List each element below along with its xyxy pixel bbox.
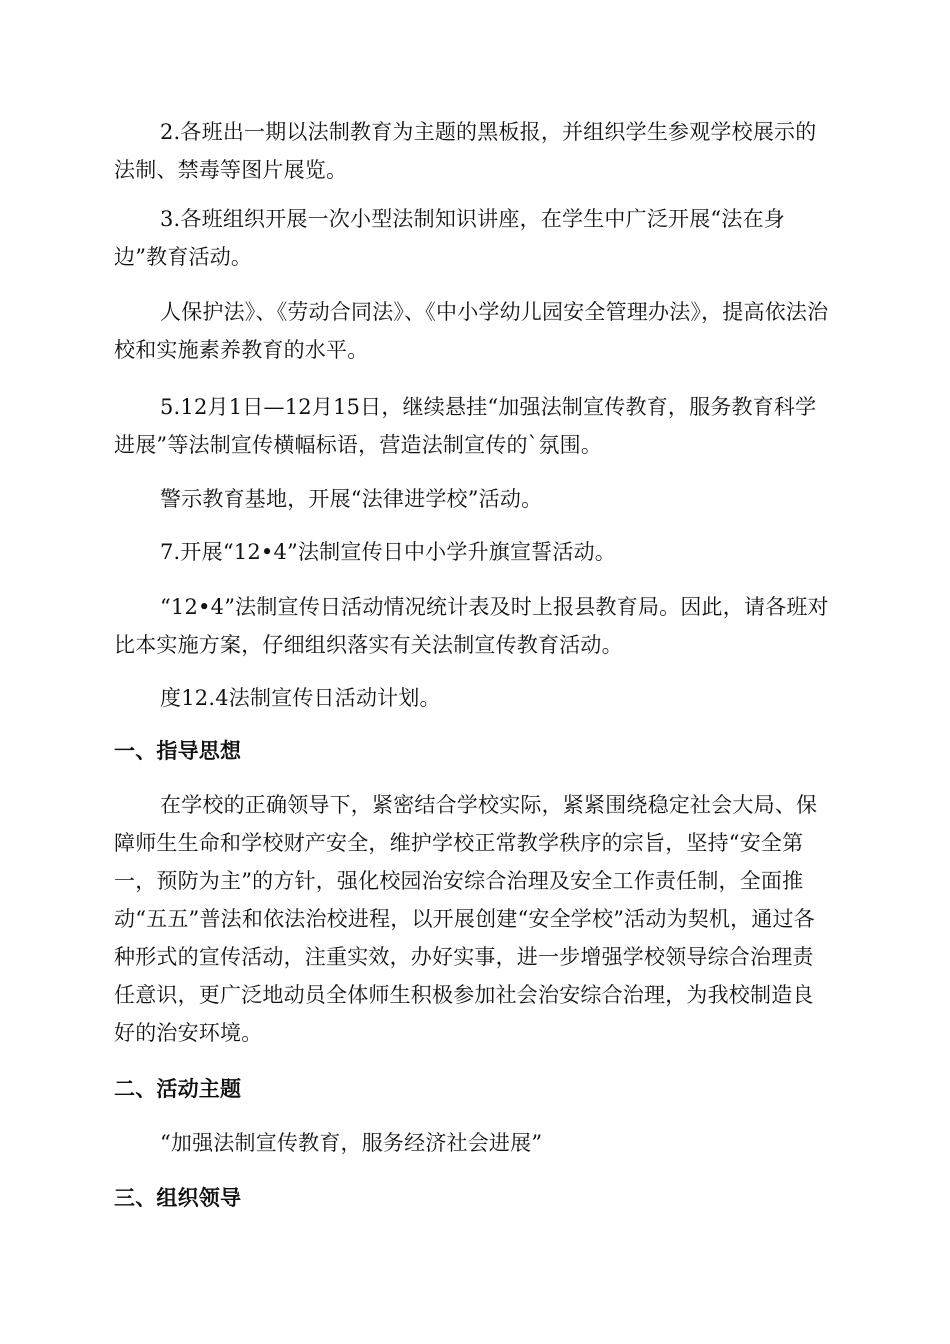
paragraph-activity-theme: “加强法制宣传教育，服务经济社会进展”: [160, 1131, 543, 1155]
paragraph-warning-base: 警示教育基地，开展“法律进学校”活动。: [160, 487, 543, 511]
paragraph-flag-raising: 7.开展“12•4”法制宣传日中小学升旗宣誓活动。: [160, 540, 616, 564]
section-heading-guiding-ideology: 一、指导思想: [114, 739, 242, 763]
paragraph-banner-slogans: 5.12月1日—12月15日，继续悬挂“加强法制宣传教育，服务教育科学进展”等法制宣传横幅标语，营造法制宣传的`氛围。: [114, 395, 817, 457]
paragraph-law-lecture: 3.各班组织开展一次小型法制知识讲座，在学生中广泛开展“法在身边”教育活动。: [114, 207, 785, 269]
section-heading-organization: 三、组织领导: [114, 1186, 242, 1210]
paragraph-statistics-report: “12•4”法制宣传日活动情况统计表及时上报县教育局。因此，请各班对比本实施方案，仔细组织落实有关法制宣传教育活动。: [114, 595, 829, 657]
paragraph-law-study: 人保护法》、《劳动合同法》、《中小学幼儿园安全管理办法》，提高依法治校和实施素养教育的水平。: [114, 300, 829, 362]
section-heading-activity-theme: 二、活动主题: [114, 1077, 242, 1101]
paragraph-guiding-ideology: 在学校的正确领导下，紧密结合学校实际，紧紧围绕稳定社会大局、保障师生生命和学校财产安全，维护学校正常教学秩序的宗旨，坚持“安全第一，预防为主”的方针，强化校园治安综合治理及安全工作责任制，全面推动“五五”普法和依法治校进程，以开展创建“安全学校”活动为契机，通过各种形式的宣传活动，注重实效，办好实事，进一步增强学校领导综合治理责任意识，更广泛地动员全体师生积极参加社会治安综合治理，为我校制造良好的治安环境。: [114, 793, 818, 1045]
paragraph-blackboard-report: 2.各班出一期以法制教育为主题的黑板报，并组织学生参观学校展示的法制、禁毒等图片展览。: [114, 120, 817, 182]
paragraph-plan-title: 度12.4法制宣传日活动计划。: [160, 686, 441, 710]
